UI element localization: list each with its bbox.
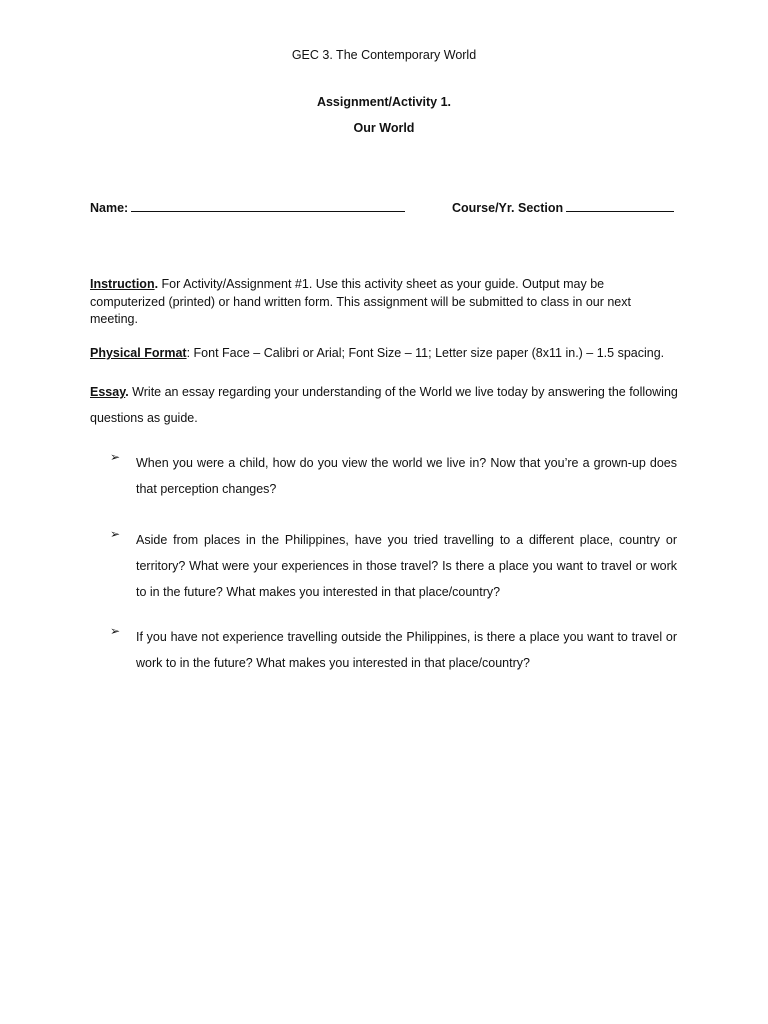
name-label: Name:: [90, 201, 129, 215]
question-text-3: If you have not experience travelling outside the Philippines, is there a place you want to travel or work to in the future? What makes you interested in that place/country?: [136, 630, 677, 670]
course-section-field: [452, 199, 674, 215]
physical-format-label: Physical Format: [90, 346, 187, 360]
instruction-label: Instruction: [90, 277, 155, 291]
question-text-1: When you were a child, how do you view the world we live in? Now that you’re a grown-up does that perception changes?: [136, 456, 677, 496]
physical-format-paragraph: [90, 345, 680, 363]
course-section-label: Course/Yr. Section: [452, 201, 564, 215]
name-field: [90, 199, 405, 215]
assignment-subtitle: Our World: [353, 121, 415, 135]
assignment-title: Assignment/Activity 1.: [316, 95, 452, 109]
name-blank-line: [131, 199, 405, 212]
essay-label: Essay: [90, 385, 126, 399]
instruction-text: For Activity/Assignment #1. Use this activity sheet as your guide. Output may be computerized (printed) or hand written form. This assignment will be submitted to class in our next meeting.: [90, 277, 631, 326]
essay-period: .: [125, 385, 129, 399]
question-text-2: Aside from places in the Philippines, have you tried travelling to a different place, country or territory? What were your experiences in those travel? Is there a place you want to travel or work to in the future? What makes you interested in that place/country?: [136, 533, 677, 599]
course-title: GEC 3. The Contemporary World: [291, 48, 477, 62]
arrow-bullet-icon: ➢: [110, 527, 121, 541]
arrow-bullet-icon: ➢: [110, 450, 121, 464]
course-section-blank-line: [566, 199, 674, 212]
essay-text: Write an essay regarding your understanding of the World we live today by answering the following questions as guide.: [90, 385, 678, 425]
arrow-bullet-icon: ➢: [110, 624, 121, 638]
instruction-paragraph: [90, 276, 680, 329]
physical-format-text: : Font Face – Calibri or Arial; Font Size – 11; Letter size paper (8x11 in.) – 1.5 spacing.: [186, 346, 665, 360]
essay-paragraph: [90, 379, 680, 431]
instruction-period: .: [154, 277, 159, 291]
